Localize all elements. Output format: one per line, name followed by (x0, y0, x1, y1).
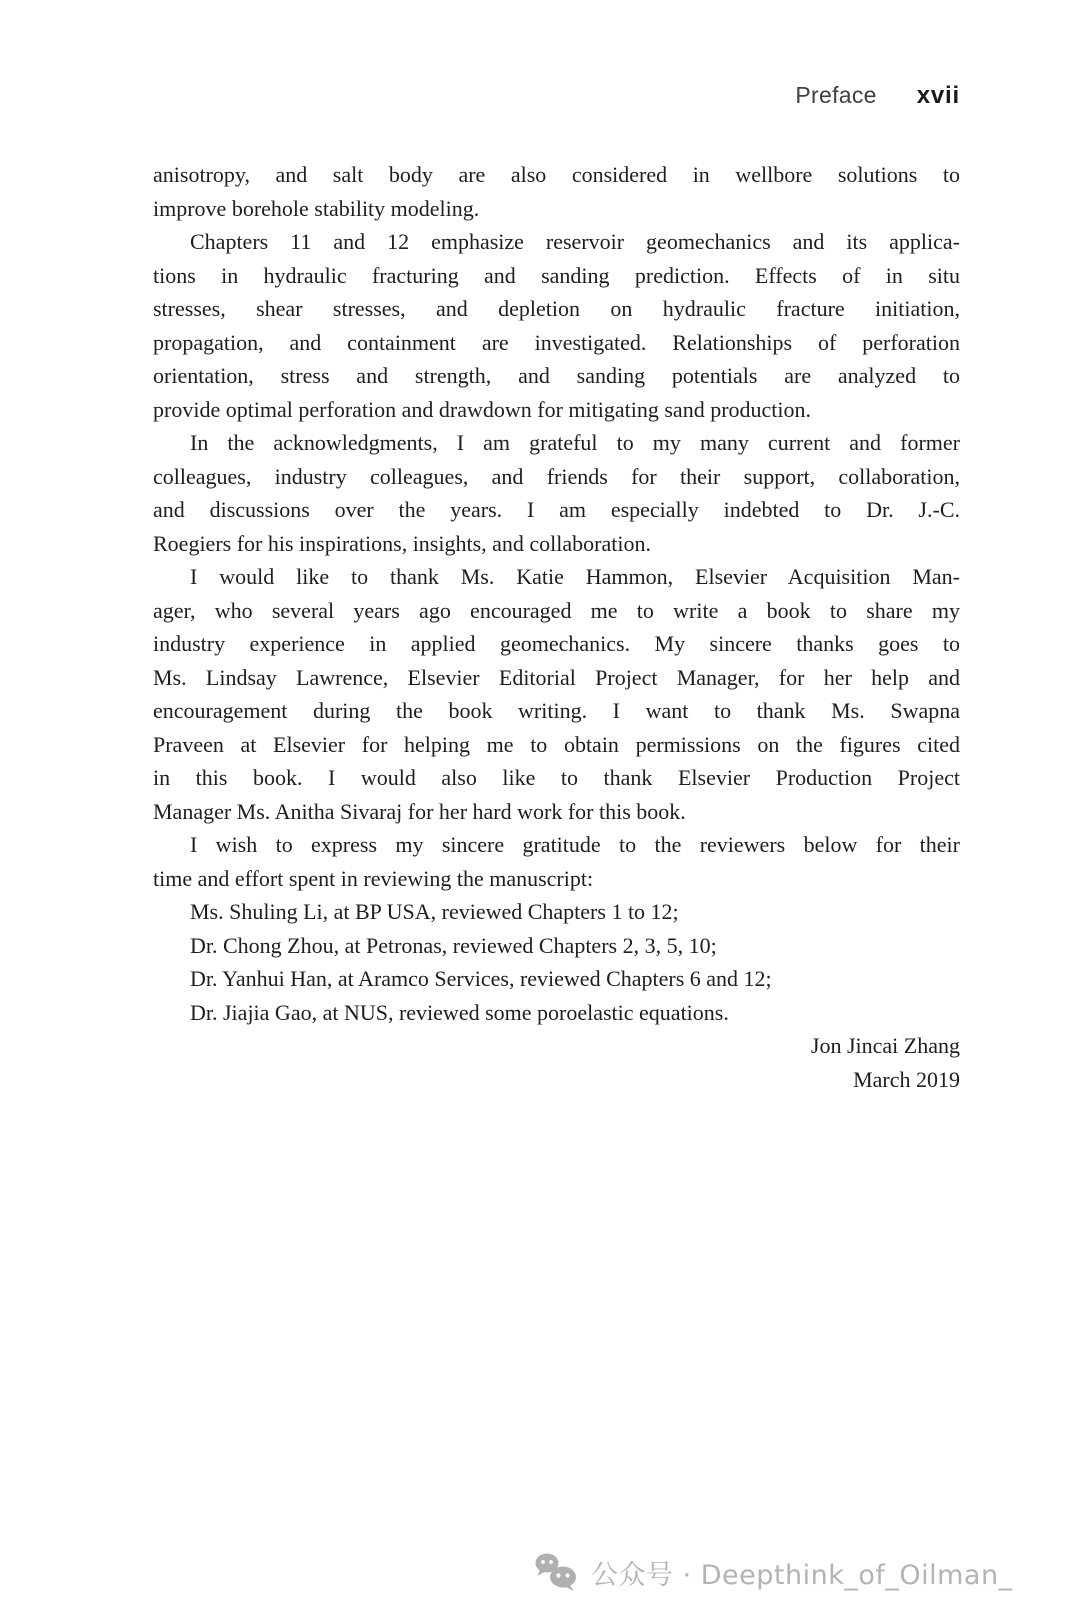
text-line: Dr. Yanhui Han, at Aramco Services, reviewed Chapters 6 and 12; (190, 966, 772, 991)
text-line: time and effort spent in reviewing the manuscript: (153, 865, 594, 891)
wechat-icon (533, 1552, 579, 1592)
section-title: Preface (795, 82, 877, 108)
page-number: xvii (916, 82, 960, 109)
text-line: industry experience in applied geomechanics. My sincere thanks goes to (153, 631, 960, 656)
text-line: Chapters 11 and 12 emphasize reservoir geomechanics and its applica- (190, 229, 960, 254)
watermark-text: 公众号 · Deepthink_of_Oilman_ (591, 1559, 1013, 1591)
author-name: Jon Jincai Zhang (810, 1033, 960, 1058)
text-line: and discussions over the years. I am especially indebted to Dr. J.-C. (153, 497, 960, 522)
text-line: ager, who several years ago encouraged me to write a book to share my (153, 597, 960, 623)
text-line: colleagues, industry colleagues, and friends for their support, collaboration, (153, 463, 960, 489)
text-line: anisotropy, and salt body are also considered in wellbore solutions to (153, 162, 960, 187)
signature-date: March 2019 (853, 1066, 960, 1092)
text-line: Ms. Shuling Li, at BP USA, reviewed Chapters 1 to 12; (190, 899, 679, 924)
text-line: Dr. Jiajia Gao, at NUS, reviewed some poroelastic equations. (190, 999, 729, 1025)
text-line: propagation, and containment are investigated. Relationships of perforation (153, 329, 960, 355)
text-line: Ms. Lindsay Lawrence, Elsevier Editorial Project Manager, for her help and (153, 664, 960, 690)
text-line: Praveen at Elsevier for helping me to obtain permissions on the figures cited (153, 731, 960, 757)
body-lines (153, 158, 960, 1029)
text-line: I wish to express my sincere gratitude to the reviewers below for their (190, 832, 960, 857)
text-line: Roegiers for his inspirations, insights, and collaboration. (153, 530, 651, 556)
page-body-text (153, 158, 960, 1096)
text-line: orientation, stress and strength, and sanding potentials are analyzed to (153, 363, 960, 388)
text-line: Dr. Chong Zhou, at Petronas, reviewed Chapters 2, 3, 5, 10; (190, 932, 717, 958)
text-line: tions in hydraulic fracturing and sanding prediction. Effects of in situ (153, 262, 960, 288)
text-line: provide optimal perforation and drawdown for mitigating sand production. (153, 396, 812, 422)
text-line: I would like to thank Ms. Katie Hammon, Elsevier Acquisition Man- (190, 564, 960, 589)
text-line: In the acknowledgments, I am grateful to my many current and former (190, 430, 960, 455)
text-line: Manager Ms. Anitha Sivaraj for her hard work for this book. (153, 798, 686, 824)
text-line: in this book. I would also like to thank Elsevier Production Project (153, 765, 960, 790)
text-line: stresses, shear stresses, and depletion on hydraulic fracture initiation, (153, 296, 960, 321)
text-line: improve borehole stability modeling. (153, 195, 480, 221)
watermark (533, 1552, 1013, 1592)
text-line: encouragement during the book writing. I want to thank Ms. Swapna (153, 698, 960, 723)
running-head (153, 82, 960, 110)
